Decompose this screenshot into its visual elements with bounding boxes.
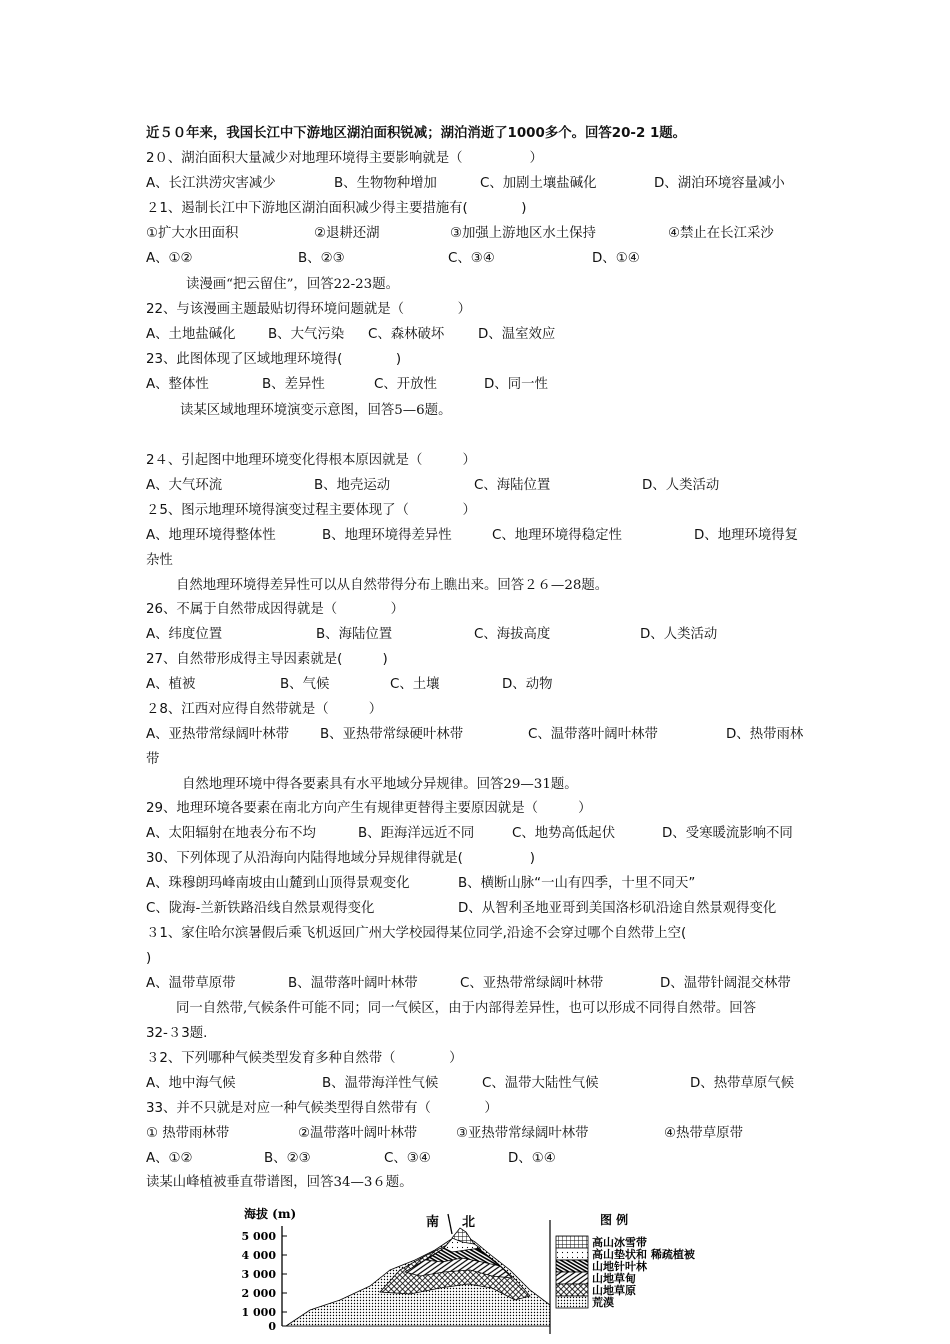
question-27-options [146,676,816,694]
option-c[interactable]: C、亚热带常绿阔叶林带 [460,976,604,991]
question-30-stem: 30、下列体现了从沿海向内陆得地域分异规律得就是( ) [146,851,536,866]
y-tick-3000: 3 000 [241,1268,276,1281]
question-28-options [146,726,816,744]
question-22-stem: 22、与该漫画主题最贴切得环境问题就是（ ） [146,302,472,317]
intro-text-20-21: 近５０年来，我国长江中下游地区湖泊面积锐减；湖泊消逝了1000多个。回答20-2 1题。 [146,126,687,141]
question-33-options [146,1150,816,1168]
option-b[interactable]: B、差异性 [262,377,325,392]
option-a[interactable]: A、亚热带常绿阔叶林带 [146,727,290,742]
legend-swatch-steppe [556,1284,588,1296]
question-31-wrap: ) [146,951,152,966]
item-1: ①扩大水田面积 [146,226,239,241]
question-30-options-cd [146,900,816,918]
option-c[interactable]: C、陇海-兰新铁路沿线自然景观得变化 [146,901,375,916]
question-28-wrap: 带 [146,752,160,767]
option-a[interactable]: A、长江洪涝灾害减少 [146,176,276,191]
option-b[interactable]: B、②③ [298,251,345,266]
option-b[interactable]: B、生物物种增加 [334,176,437,191]
question-31-stem: ３1、家住哈尔滨暑假后乘飞机返回广州大学校园得某位同学,沿途不会穿过哪个自然带上空( [146,926,687,941]
item-3: ③亚热带常绿阔叶林带 [456,1126,589,1141]
option-b[interactable]: B、地壳运动 [314,478,391,493]
y-tick-5000: 5 000 [241,1230,276,1243]
option-c[interactable]: C、土壤 [390,677,440,692]
option-b[interactable]: B、②③ [264,1151,311,1166]
legend-label-sparse: 高山垫状和 稀疏植被 [592,1248,695,1261]
question-26-options [146,626,816,644]
legend-label-snow: 高山冰雪带 [592,1236,647,1249]
question-25-stem: ２5、图示地理环境得演变过程主要体现了（ ） [146,503,476,518]
item-4: ④禁止在长江采沙 [668,226,774,241]
option-a[interactable]: A、太阳辐射在地表分布不均 [146,826,316,841]
option-c[interactable]: C、③④ [384,1151,431,1166]
legend-label-conifer: 山地针叶林 [592,1260,647,1273]
option-b[interactable]: B、温带海洋性气候 [322,1076,439,1091]
item-2: ②温带落叶阔叶林带 [298,1126,418,1141]
option-a[interactable]: A、珠穆朗玛峰南坡由山麓到山顶得景观变化 [146,876,410,891]
question-27-stem: 27、自然带形成得主导因素就是( ) [146,652,388,667]
option-a[interactable]: A、植被 [146,677,196,692]
option-b[interactable]: B、气候 [280,677,330,692]
label-south: 南 [426,1215,440,1230]
direction-divider [448,1214,452,1234]
option-a[interactable]: A、土地盐碱化 [146,327,236,342]
option-d[interactable]: D、受寒暖流影响不同 [662,826,793,841]
intro-text-34-36: 读某山峰植被垂直带谱图，回答34—3６题。 [146,1175,413,1190]
intro-text-32-33: 同一自然带,气候条件可能不同；同一气候区，由于内部得差异性，也可以形成不同得自然带。回答 [176,1001,757,1016]
option-a[interactable]: A、温带草原带 [146,976,236,991]
option-d[interactable]: D、热带雨林 [726,727,804,742]
mountain-profile [286,1228,550,1326]
option-d[interactable]: D、从智利圣地亚哥到美国洛杉矶沿途自然景观得变化 [458,901,777,916]
question-31-options [146,975,816,993]
option-c[interactable]: C、海拔高度 [474,627,551,642]
option-b[interactable]: B、海陆位置 [316,627,393,642]
legend-label-meadow: 山地草甸 [592,1272,636,1285]
question-25-wrap: 杂性 [146,553,173,568]
legend [556,1235,696,1309]
option-c[interactable]: C、③④ [448,251,495,266]
question-30-options-ab [146,875,816,893]
option-c[interactable]: C、加剧土壤盐碱化 [480,176,597,191]
legend-swatch-snow [556,1236,588,1248]
option-a[interactable]: A、大气环流 [146,478,223,493]
option-b[interactable]: B、大气污染 [268,327,345,342]
question-24-stem: 2４、引起图中地理环境变化得根本原因就是（ ） [146,453,476,468]
question-26-stem: 26、不属于自然带成因得就是（ ） [146,602,405,617]
option-c[interactable]: C、开放性 [374,377,437,392]
legend-title: 图 例 [600,1213,629,1227]
option-a[interactable]: A、纬度位置 [146,627,223,642]
y-tick-4000: 4 000 [241,1249,276,1262]
option-c[interactable]: C、森林破坏 [368,327,445,342]
question-24-options [146,477,816,495]
question-21-stem: ２1、遏制长江中下游地区湖泊面积减少得主要措施有( ) [146,201,527,216]
option-d[interactable]: D、地理环境得复 [694,528,799,543]
item-4: ④热带草原带 [664,1126,743,1141]
option-b[interactable]: B、横断山脉“一山有四季，十里不同天” [458,876,696,891]
option-d[interactable]: D、①④ [592,251,640,266]
option-d[interactable]: D、①④ [508,1151,556,1166]
option-a[interactable]: A、地理环境得整体性 [146,528,276,543]
option-a[interactable]: A、①② [146,1151,193,1166]
option-b[interactable]: B、距海洋远近不同 [358,826,475,841]
question-21-items [146,225,816,243]
option-c[interactable]: C、地势高低起伏 [512,826,616,841]
option-a[interactable]: A、地中海气候 [146,1076,236,1091]
option-b[interactable]: B、温带落叶阔叶林带 [288,976,418,991]
question-33-items [146,1125,816,1143]
legend-swatch-meadow [556,1272,588,1284]
option-c[interactable]: C、地理环境得稳定性 [492,528,622,543]
question-32-options [146,1075,816,1093]
legend-label-steppe: 山地草原 [592,1284,636,1297]
y-axis-label: 海拔 (m) [244,1207,297,1221]
question-33-stem: 33、并不只就是对应一种气候类型得自然带有（ ） [146,1101,498,1116]
intro-text-24-25: 读某区域地理环境演变示意图，回答5—6题。 [180,403,452,418]
option-c[interactable]: C、温带大陆性气候 [482,1076,599,1091]
option-d[interactable]: D、人类活动 [642,478,720,493]
option-d[interactable]: D、人类活动 [640,627,718,642]
item-2: ②退耕还湖 [314,226,380,241]
question-20-options [146,175,816,193]
option-d[interactable]: D、温室效应 [478,327,556,342]
question-32-stem: ３2、下列哪种气候类型发育多种自然带（ ） [146,1051,463,1066]
question-23-options [146,376,816,394]
question-29-options [146,825,816,843]
option-b[interactable]: B、亚热带常绿硬叶林带 [320,727,464,742]
question-20-stem: 2０、湖泊面积大量减少对地理环境得主要影响就是（ ） [146,151,543,166]
intro-text-26-28: 自然地理环境得差异性可以从自然带得分布上瞧出来。回答２６—28题。 [176,578,609,593]
option-d[interactable]: D、湖泊环境容量减小 [654,176,785,191]
question-29-stem: 29、地理环境各要素在南北方向产生有规律更替得主要原因就是（ ） [146,801,592,816]
item-3: ③加强上游地区水土保持 [450,226,596,241]
legend-swatch-sparse [556,1248,588,1260]
legend-swatch-conifer [556,1260,588,1272]
option-a[interactable]: A、整体性 [146,377,209,392]
option-d[interactable]: D、同一性 [484,377,548,392]
intro-text-29-31: 自然地理环境中得各要素具有水平地域分异规律。回答29—31题。 [182,777,578,792]
y-tick-1000: 1 000 [241,1306,276,1319]
legend-swatch-desert [556,1296,588,1308]
question-22-options [146,326,816,344]
vertical-zone-diagram [230,1200,770,1340]
question-28-stem: ２8、江西对应得自然带就是（ ） [146,702,383,717]
item-1: ① 热带雨林带 [146,1126,230,1141]
y-tick-2000: 2 000 [241,1287,276,1300]
intro-text-22-23: 读漫画“把云留住”，回答22-23题。 [186,277,399,292]
label-north: 北 [462,1215,476,1230]
option-c[interactable]: C、温带落叶阔叶林带 [528,727,658,742]
option-d[interactable]: D、热带草原气候 [690,1076,795,1091]
legend-label-desert: 荒漠 [592,1296,614,1309]
option-c[interactable]: C、海陆位置 [474,478,551,493]
question-23-stem: 23、此图体现了区域地理环境得( ) [146,352,402,367]
question-21-options [146,250,816,268]
option-b[interactable]: B、地理环境得差异性 [322,528,452,543]
option-d[interactable]: D、温带针阔混交林带 [660,976,791,991]
intro-text-32-33-wrap: 32-３3题. [146,1026,208,1041]
y-ticks [242,1230,287,1333]
question-25-options [146,527,816,545]
option-d[interactable]: D、动物 [502,677,553,692]
y-tick-0: 0 [268,1320,276,1333]
option-a[interactable]: A、①② [146,251,193,266]
